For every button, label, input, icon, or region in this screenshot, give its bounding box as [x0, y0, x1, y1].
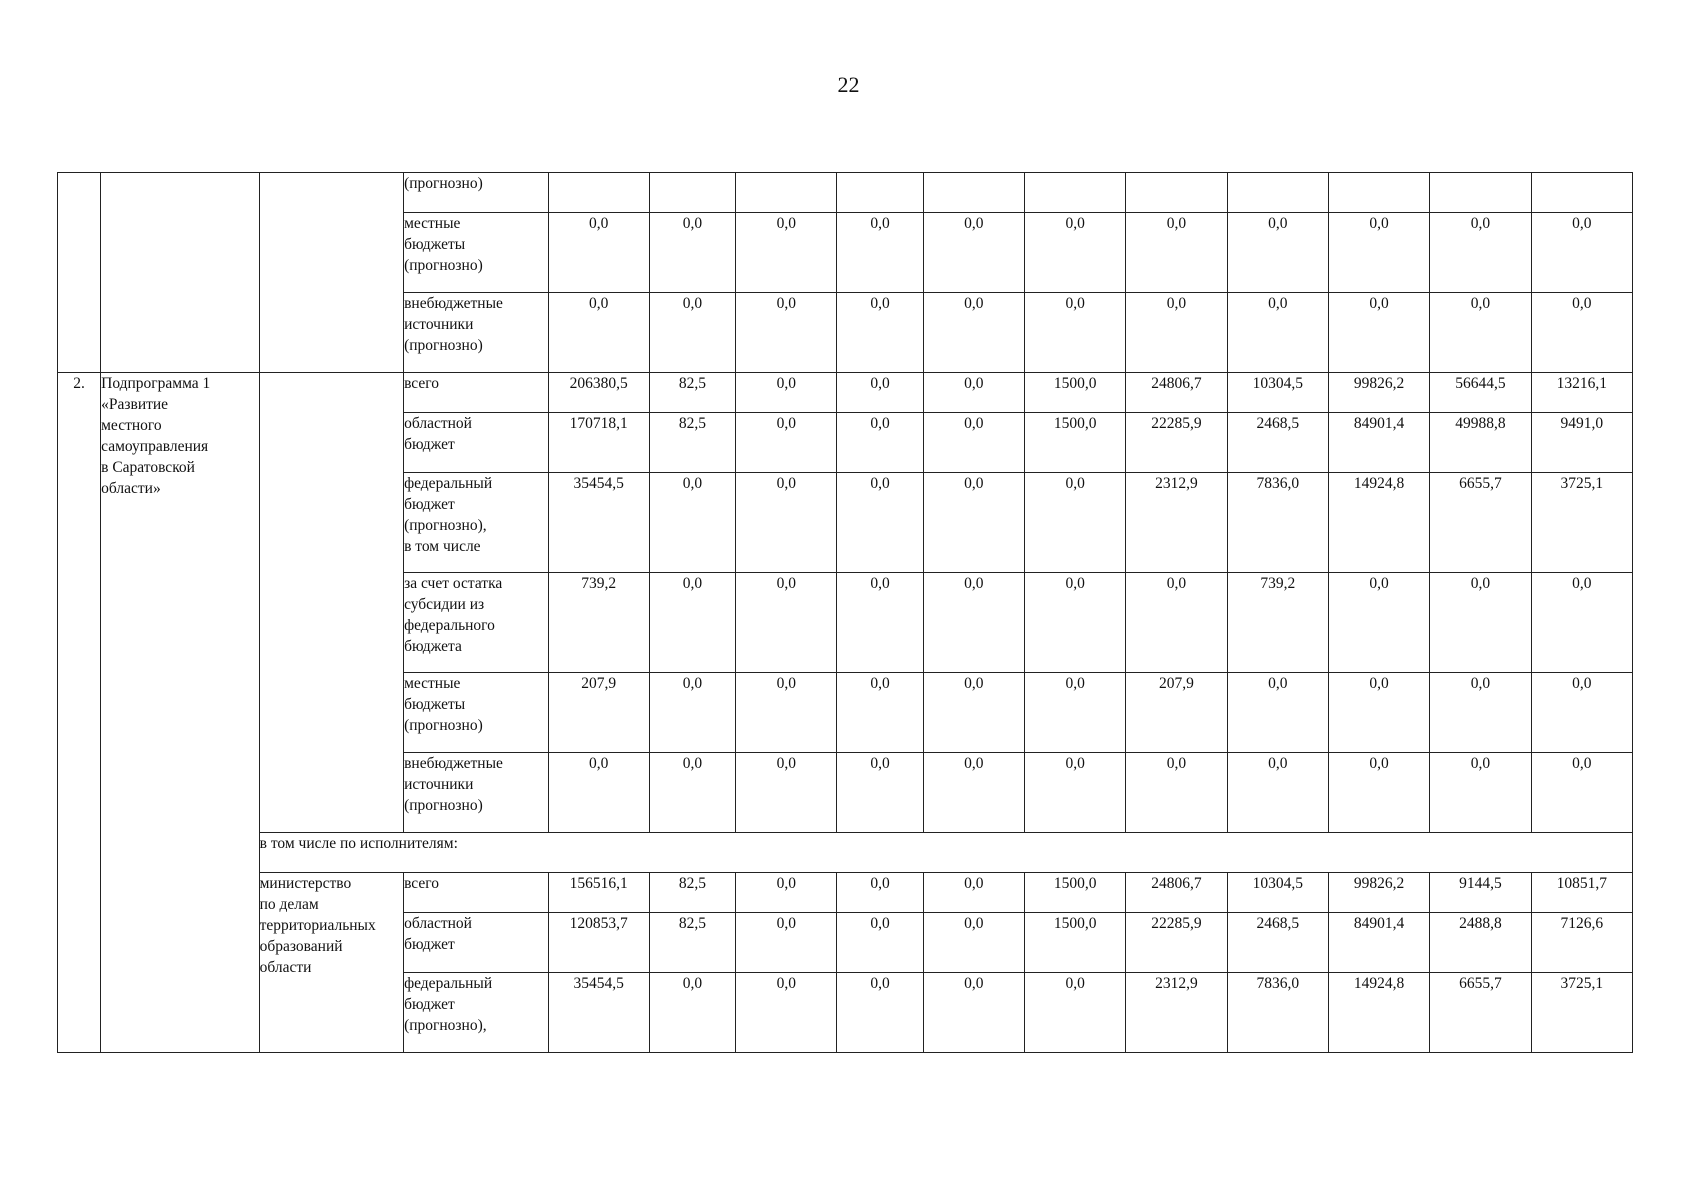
value-cell: 82,5 — [649, 373, 735, 413]
value-cell: 0,0 — [1025, 213, 1126, 293]
value-cell: 0,0 — [1126, 753, 1227, 833]
value-cell: 0,0 — [1227, 213, 1328, 293]
value-cell: 0,0 — [1025, 973, 1126, 1053]
value-cell: 3725,1 — [1531, 973, 1632, 1053]
value-cell — [1430, 173, 1531, 213]
value-cell: 0,0 — [837, 413, 923, 473]
value-cell: 0,0 — [736, 473, 837, 573]
value-cell: 0,0 — [837, 473, 923, 573]
executor-cell — [259, 173, 403, 373]
source-label: федеральный бюджет (прогнозно), — [404, 973, 548, 1053]
value-cell: 0,0 — [736, 873, 837, 913]
value-cell: 2468,5 — [1227, 913, 1328, 973]
value-cell: 14924,8 — [1328, 973, 1429, 1053]
value-cell: 99826,2 — [1328, 873, 1429, 913]
value-cell: 0,0 — [1126, 293, 1227, 373]
value-cell: 0,0 — [736, 293, 837, 373]
value-cell: 0,0 — [837, 213, 923, 293]
value-cell: 0,0 — [548, 213, 649, 293]
value-cell: 0,0 — [548, 753, 649, 833]
subprogram-name: Подпрограмма 1 «Развитие местного самоуправления в Саратовской области» — [101, 373, 260, 1053]
value-cell: 0,0 — [649, 293, 735, 373]
value-cell: 24806,7 — [1126, 373, 1227, 413]
executor-name: министерство по делам территориальных образований области — [259, 873, 403, 1053]
value-cell: 0,0 — [1025, 473, 1126, 573]
value-cell: 56644,5 — [1430, 373, 1531, 413]
source-label: федеральный бюджет (прогнозно), в том числе — [404, 473, 548, 573]
value-cell: 0,0 — [1025, 753, 1126, 833]
value-cell: 7836,0 — [1227, 973, 1328, 1053]
table-row — [58, 373, 1633, 413]
value-cell: 1500,0 — [1025, 873, 1126, 913]
value-cell: 0,0 — [1328, 673, 1429, 753]
value-cell: 22285,9 — [1126, 913, 1227, 973]
source-label: за счет остатка субсидии из федерального бюджета — [404, 573, 548, 673]
value-cell: 2312,9 — [1126, 473, 1227, 573]
value-cell: 9491,0 — [1531, 413, 1632, 473]
value-cell: 0,0 — [1531, 293, 1632, 373]
executors-heading-row — [58, 833, 1633, 873]
value-cell: 2488,8 — [1430, 913, 1531, 973]
value-cell: 0,0 — [923, 753, 1024, 833]
number-cell — [58, 173, 101, 373]
value-cell: 0,0 — [923, 213, 1024, 293]
value-cell — [736, 173, 837, 213]
value-cell: 0,0 — [1430, 573, 1531, 673]
value-cell: 0,0 — [837, 973, 923, 1053]
value-cell: 0,0 — [649, 973, 735, 1053]
value-cell: 0,0 — [837, 753, 923, 833]
value-cell — [1227, 173, 1328, 213]
value-cell: 0,0 — [837, 913, 923, 973]
value-cell — [837, 173, 923, 213]
value-cell: 0,0 — [548, 293, 649, 373]
value-cell: 22285,9 — [1126, 413, 1227, 473]
value-cell: 6655,7 — [1430, 973, 1531, 1053]
value-cell: 0,0 — [736, 413, 837, 473]
value-cell: 0,0 — [649, 213, 735, 293]
value-cell: 0,0 — [923, 673, 1024, 753]
value-cell: 739,2 — [548, 573, 649, 673]
value-cell: 0,0 — [736, 973, 837, 1053]
value-cell: 2468,5 — [1227, 413, 1328, 473]
value-cell: 0,0 — [1328, 753, 1429, 833]
source-label: всего — [404, 373, 548, 413]
value-cell: 0,0 — [1025, 673, 1126, 753]
source-label: местные бюджеты (прогнозно) — [404, 213, 548, 293]
source-label: всего — [404, 873, 548, 913]
value-cell: 35454,5 — [548, 473, 649, 573]
value-cell: 82,5 — [649, 913, 735, 973]
value-cell: 0,0 — [1227, 753, 1328, 833]
value-cell: 0,0 — [1531, 573, 1632, 673]
value-cell: 0,0 — [923, 293, 1024, 373]
value-cell: 10304,5 — [1227, 373, 1328, 413]
value-cell: 0,0 — [837, 373, 923, 413]
value-cell: 0,0 — [1025, 573, 1126, 673]
table-row — [58, 173, 1633, 213]
value-cell: 2312,9 — [1126, 973, 1227, 1053]
value-cell: 0,0 — [923, 973, 1024, 1053]
value-cell: 0,0 — [649, 573, 735, 673]
value-cell: 0,0 — [1430, 213, 1531, 293]
value-cell — [923, 173, 1024, 213]
value-cell: 0,0 — [837, 293, 923, 373]
value-cell: 1500,0 — [1025, 373, 1126, 413]
value-cell — [1025, 173, 1126, 213]
value-cell: 0,0 — [1531, 213, 1632, 293]
value-cell — [1328, 173, 1429, 213]
value-cell: 207,9 — [1126, 673, 1227, 753]
value-cell: 82,5 — [649, 413, 735, 473]
value-cell — [1531, 173, 1632, 213]
value-cell: 156516,1 — [548, 873, 649, 913]
value-cell: 84901,4 — [1328, 913, 1429, 973]
value-cell: 739,2 — [1227, 573, 1328, 673]
value-cell: 0,0 — [736, 913, 837, 973]
value-cell: 6655,7 — [1430, 473, 1531, 573]
value-cell: 0,0 — [1328, 573, 1429, 673]
value-cell: 13216,1 — [1531, 373, 1632, 413]
value-cell: 14924,8 — [1328, 473, 1429, 573]
value-cell: 170718,1 — [548, 413, 649, 473]
value-cell: 206380,5 — [548, 373, 649, 413]
value-cell: 49988,8 — [1430, 413, 1531, 473]
value-cell: 7836,0 — [1227, 473, 1328, 573]
value-cell: 0,0 — [1328, 213, 1429, 293]
value-cell: 0,0 — [649, 473, 735, 573]
source-label: областной бюджет — [404, 913, 548, 973]
value-cell: 0,0 — [1227, 293, 1328, 373]
value-cell: 120853,7 — [548, 913, 649, 973]
value-cell: 0,0 — [736, 373, 837, 413]
table-row — [58, 873, 1633, 913]
value-cell: 0,0 — [923, 573, 1024, 673]
value-cell: 0,0 — [736, 213, 837, 293]
value-cell: 0,0 — [923, 873, 1024, 913]
value-cell: 0,0 — [649, 753, 735, 833]
value-cell — [649, 173, 735, 213]
value-cell: 0,0 — [1126, 213, 1227, 293]
source-label: внебюджетные источники (прогнозно) — [404, 753, 548, 833]
executor-cell — [259, 373, 403, 833]
value-cell: 0,0 — [1430, 293, 1531, 373]
name-cell — [101, 173, 260, 373]
value-cell: 0,0 — [1025, 293, 1126, 373]
value-cell: 7126,6 — [1531, 913, 1632, 973]
value-cell: 0,0 — [923, 473, 1024, 573]
value-cell — [1126, 173, 1227, 213]
value-cell: 0,0 — [837, 573, 923, 673]
value-cell: 0,0 — [923, 913, 1024, 973]
value-cell: 3725,1 — [1531, 473, 1632, 573]
value-cell: 0,0 — [649, 673, 735, 753]
source-label: внебюджетные источники (прогнозно) — [404, 293, 548, 373]
value-cell: 10851,7 — [1531, 873, 1632, 913]
value-cell: 0,0 — [736, 753, 837, 833]
value-cell — [548, 173, 649, 213]
value-cell: 0,0 — [1430, 753, 1531, 833]
value-cell: 0,0 — [837, 673, 923, 753]
source-label: областной бюджет — [404, 413, 548, 473]
source-label: местные бюджеты (прогнозно) — [404, 673, 548, 753]
source-label: (прогнозно) — [404, 173, 548, 213]
value-cell: 0,0 — [736, 573, 837, 673]
value-cell: 0,0 — [1430, 673, 1531, 753]
funding-table — [57, 172, 1633, 1053]
executors-heading: в том числе по исполнителям: — [259, 833, 1632, 873]
value-cell: 0,0 — [1328, 293, 1429, 373]
value-cell: 1500,0 — [1025, 913, 1126, 973]
value-cell: 1500,0 — [1025, 413, 1126, 473]
value-cell: 207,9 — [548, 673, 649, 753]
value-cell: 99826,2 — [1328, 373, 1429, 413]
value-cell: 0,0 — [837, 873, 923, 913]
value-cell: 0,0 — [1531, 673, 1632, 753]
value-cell: 9144,5 — [1430, 873, 1531, 913]
value-cell: 0,0 — [923, 373, 1024, 413]
value-cell: 84901,4 — [1328, 413, 1429, 473]
value-cell: 0,0 — [736, 673, 837, 753]
value-cell: 0,0 — [1531, 753, 1632, 833]
value-cell: 0,0 — [1126, 573, 1227, 673]
value-cell: 10304,5 — [1227, 873, 1328, 913]
value-cell: 82,5 — [649, 873, 735, 913]
value-cell: 0,0 — [923, 413, 1024, 473]
value-cell: 35454,5 — [548, 973, 649, 1053]
page-number: 22 — [837, 72, 860, 97]
value-cell: 0,0 — [1227, 673, 1328, 753]
value-cell: 24806,7 — [1126, 873, 1227, 913]
row-number: 2. — [58, 373, 101, 1053]
